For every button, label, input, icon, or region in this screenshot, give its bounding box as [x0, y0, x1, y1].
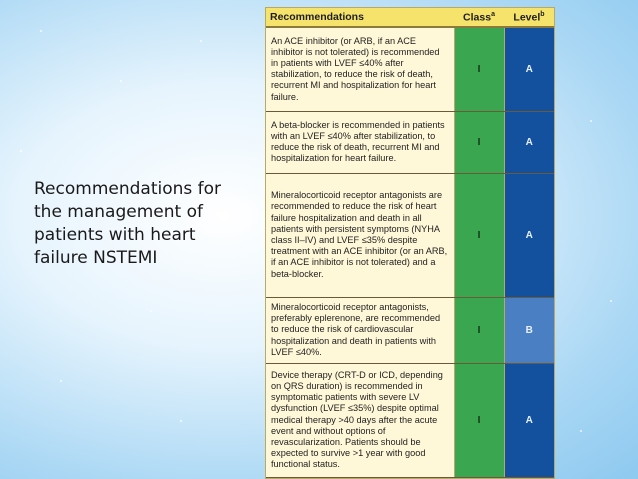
recommendation-text: An ACE inhibitor (or ARB, if an ACE inhibitor is not tolerated) is recommended in patients with LVEF ≤40% after stabilization, to reduce the risk of death, recurrent MI and hospitalization for heart failure.	[266, 27, 454, 111]
table-row	[266, 297, 554, 363]
level-cell: A	[504, 173, 554, 297]
table-row	[266, 111, 554, 173]
recommendation-text: Mineralocorticoid receptor antagonists, preferably eplerenone, are recommended to reduce the risk of cardiovascular hospitalization and death in patients with LVEF ≤40%.	[266, 297, 454, 363]
class-cell: I	[454, 173, 504, 297]
header-class: Class$^a$	[454, 8, 504, 27]
table-row	[266, 173, 554, 297]
table-row	[266, 27, 554, 111]
recommendation-text: Mineralocorticoid receptor antagonists are recommended to reduce the risk of heart failure hospitalization and death in all patients with persistent symptoms (NYHA class II–IV) and LVEF ≤35% despite treatment with an ACE inhibitor (or an ARB, if an ACE inhibitor is not tolerated) and a beta-blocker.	[266, 173, 454, 297]
table-header-row	[266, 8, 554, 27]
class-cell: I	[454, 297, 504, 363]
class-cell: I	[454, 27, 504, 111]
level-cell: A	[504, 363, 554, 478]
level-cell: B	[504, 297, 554, 363]
recommendation-text: A beta-blocker is recommended in patients with an LVEF ≤40% after stabilization, to reduce the risk of death, recurrent MI and hospitalization for heart failure.	[266, 111, 454, 173]
recommendations-table	[265, 7, 555, 479]
header-level: Level$^b$	[504, 8, 554, 27]
recommendation-text: Device therapy (CRT-D or ICD, depending on QRS duration) is recommended in symptomatic patients with severe LV dysfunction (LVEF ≤35%) despite optimal medical therapy >40 days after the acute event and without options of revascularization. Patients should be expected to survive >1 year with good functional status.	[266, 363, 454, 478]
class-cell: I	[454, 363, 504, 478]
class-cell: I	[454, 111, 504, 173]
table-row	[266, 363, 554, 478]
slide-caption: Recommendations for the management of patients with heart failure NSTEMI	[34, 179, 222, 268]
level-cell: A	[504, 111, 554, 173]
level-cell: A	[504, 27, 554, 111]
header-recommendations: Recommendations	[266, 8, 454, 27]
